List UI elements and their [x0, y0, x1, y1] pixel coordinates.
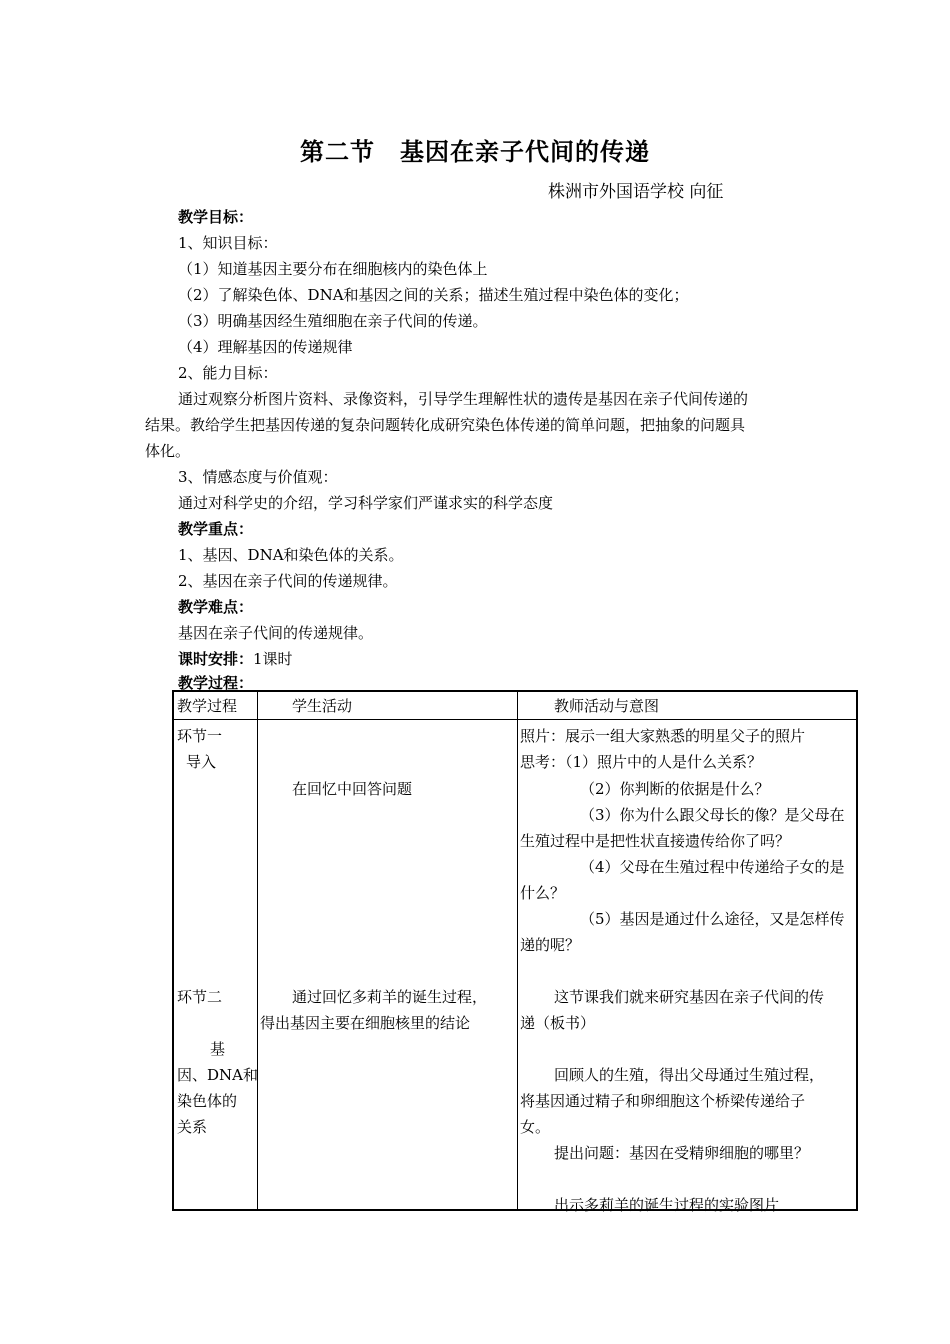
ability-text: 体化。: [145, 442, 191, 460]
stage2-line: 关系: [177, 1118, 208, 1136]
knowledge-item: （4）理解基因的传递规律: [178, 338, 353, 356]
stage2-line: 因、DNA和: [177, 1066, 258, 1084]
knowledge-item: （2）了解染色体、DNA和基因之间的关系；描述生殖过程中染色体的变化；: [178, 286, 689, 304]
page-title: 第二节 基因在亲子代间的传递: [300, 138, 650, 166]
header-stage: 教学过程: [177, 697, 238, 715]
author: 株洲市外国语学校 向征: [548, 182, 724, 202]
student2-line: 通过回忆多莉羊的诞生过程，: [292, 988, 488, 1006]
teacher1-line: 思考：（1）照片中的人是什么关系？: [520, 753, 763, 771]
teacher1-line: 照片：展示一组大家熟悉的明星父子的照片: [520, 727, 806, 745]
stage1-label: 环节一: [177, 727, 223, 745]
teacher2-line: 递（板书）: [520, 1014, 596, 1032]
teacher2-line: 提出问题：基因在受精卵细胞的哪里？: [554, 1144, 810, 1162]
difficulty-heading: 教学难点：: [178, 598, 254, 616]
stage1-sublabel: 导入: [186, 753, 217, 771]
ability-text: 通过观察分析图片资料、录像资料，引导学生理解性状的遗传是基因在亲子代间传递的: [178, 390, 749, 408]
teacher2-line: 女。: [520, 1118, 551, 1136]
stage2-label: 环节二: [177, 988, 223, 1006]
teacher1-line: （3）你为什么跟父母长的像？是父母在: [580, 806, 845, 824]
knowledge-heading: 1、知识目标：: [178, 234, 278, 252]
teacher2-line: 这节课我们就来研究基因在亲子代间的传: [554, 988, 825, 1006]
column-divider: [517, 692, 518, 1209]
teacher1-line: 生殖过程中是把性状直接遗传给你了吗？: [520, 832, 791, 850]
header-student: 学生活动: [292, 697, 353, 715]
ability-text: 结果。教给学生把基因传递的复杂问题转化成研究染色体传递的简单问题，把抽象的问题具: [145, 416, 746, 434]
teacher1-line: （4）父母在生殖过程中传递给子女的是: [580, 858, 845, 876]
teacher2-line: 出示多莉羊的诞生过程的实验图片: [554, 1196, 780, 1214]
process-heading: 教学过程：: [178, 674, 254, 692]
emotion-heading: 3、情感态度与价值观：: [178, 468, 338, 486]
student2-line: 得出基因主要在细胞核里的结论: [260, 1014, 471, 1032]
teacher2-line: 回顾人的生殖，得出父母通过生殖过程，: [554, 1066, 825, 1084]
key-point-item: 2、基因在亲子代间的传递规律。: [178, 572, 398, 590]
schedule-heading: 课时安排：: [178, 650, 254, 668]
column-divider: [257, 692, 258, 1209]
student1-activity: 在回忆中回答问题: [292, 780, 413, 798]
header-teacher: 教师活动与意图: [554, 697, 660, 715]
ability-heading: 2、能力目标：: [178, 364, 278, 382]
process-table: [172, 690, 858, 1214]
stage2-line: 染色体的: [177, 1092, 238, 1110]
difficulty-text: 基因在亲子代间的传递规律。: [178, 624, 374, 642]
key-point-item: 1、基因、DNA和染色体的关系。: [178, 546, 404, 564]
schedule-line: [178, 649, 293, 669]
objectives-heading: 教学目标：: [178, 208, 254, 226]
knowledge-item: （1）知道基因主要分布在细胞核内的染色体上: [178, 260, 488, 278]
teacher2-line: 将基因通过精子和卵细胞这个桥梁传递给子: [520, 1092, 806, 1110]
teacher1-line: （2）你判断的依据是什么？: [580, 780, 770, 798]
key-points-heading: 教学重点：: [178, 520, 254, 538]
header-divider: [174, 719, 856, 720]
emotion-text: 通过对科学史的介绍，学习科学家们严谨求实的科学态度: [178, 494, 554, 512]
schedule-value: 1课时: [253, 650, 293, 668]
teacher1-line: 递的呢？: [520, 936, 581, 954]
stage2-line: 基: [210, 1040, 226, 1058]
knowledge-item: （3）明确基因经生殖细胞在亲子代间的传递。: [178, 312, 488, 330]
teacher1-line: 什么？: [520, 884, 566, 902]
teacher1-line: （5）基因是通过什么途径，又是怎样传: [580, 910, 845, 928]
